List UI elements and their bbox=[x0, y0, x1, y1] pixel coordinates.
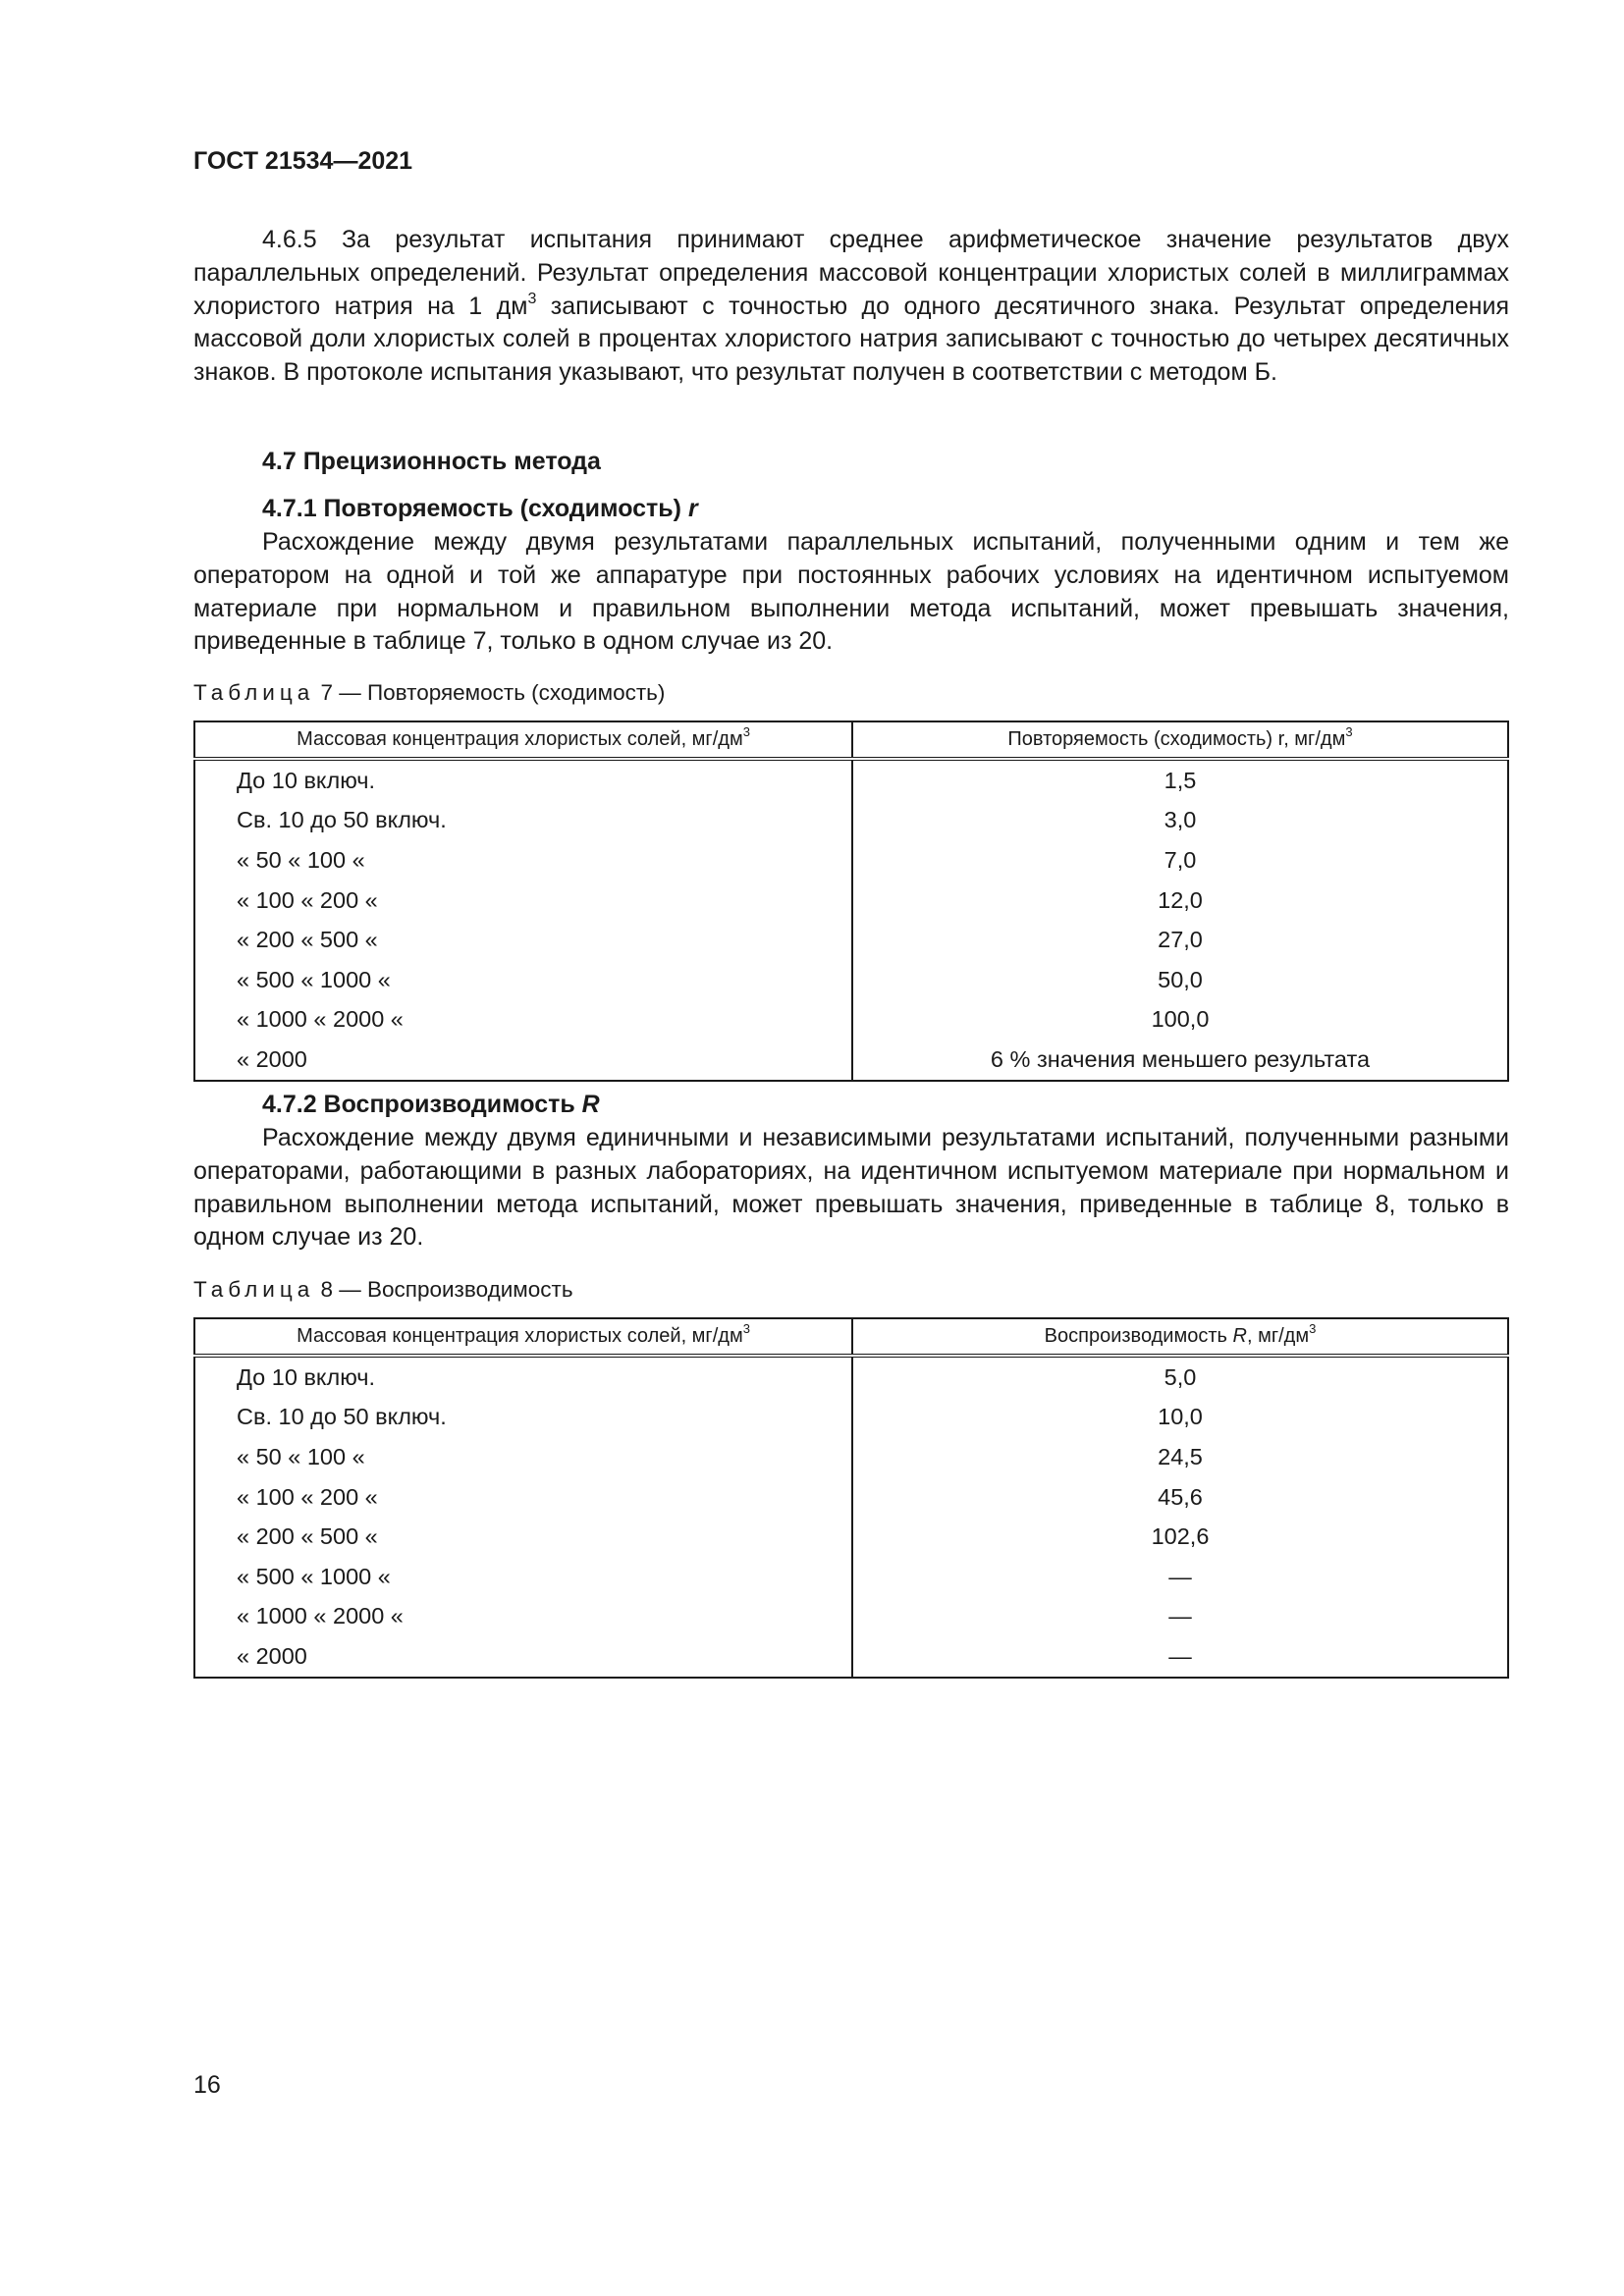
table-cell-range: Св. 10 до 50 включ. bbox=[194, 1398, 852, 1438]
table-cell-value: 6 % значения меньшего результата bbox=[990, 1045, 1371, 1072]
table-cell-value: 24,5 bbox=[1158, 1443, 1203, 1469]
table-cell-value: 3,0 bbox=[1164, 807, 1197, 833]
table7 bbox=[193, 721, 1509, 1082]
table8-caption bbox=[193, 1277, 573, 1303]
section-heading-4-7-2 bbox=[193, 1089, 1509, 1122]
paragraph-text: 4.6.5 За результат испытания принимают среднее арифметическое значение результатов двух параллельных определений. Результат определения массовой концентрации хлористых солей в миллиграммах хлористого натрия на 1 дм bbox=[193, 226, 1509, 320]
table-cell-value: 50,0 bbox=[1158, 966, 1203, 992]
document-header: ГОСТ 21534—2021 bbox=[193, 147, 413, 175]
paragraph-4-7-2: Расхождение между двумя единичными и независимыми результатами испытаний, полученными разными операторами, работающими в разных лабораториях, на идентичном испытуемом материале при нормальном и правильном выполнении метода испытаний, может превышать значения, приведенные в таблице 8, только в одном случае из 20. bbox=[193, 1124, 1509, 1252]
table-cell-range: « 2000 bbox=[194, 1636, 852, 1678]
caption-text: 8 — Воспроизводимость bbox=[314, 1277, 573, 1302]
heading-symbol: r bbox=[687, 495, 698, 522]
table-cell-value: 100,0 bbox=[1151, 1006, 1210, 1033]
table-cell-range: « 200 « 500 « bbox=[194, 920, 852, 960]
table-cell-value: — bbox=[1168, 1642, 1192, 1669]
paragraph-text: записывают с точностью до одного десятичного знака. Результат определения массовой доли хлористых солей в процентах хлористого натрия записывают с точностью до четырех десятичных знаков. В протоколе испытания указывают, что результат получен в соответствии с методом Б. bbox=[193, 292, 1509, 387]
table-header-row bbox=[194, 1318, 1508, 1356]
table-cell-value: 27,0 bbox=[1158, 927, 1203, 953]
table-row bbox=[194, 881, 1508, 921]
paragraph-4-7-1: Расхождение между двумя результатами параллельных испытаний, полученными одним и тем же оператором на одной и той же аппаратуре при постоянных рабочих условиях на идентичном испытуемом материале при нормальном и правильном выполнении метода испытаний, может превышать значения, приведенные в таблице 7, только в одном случае из 20. bbox=[193, 528, 1509, 656]
table-cell-range: « 500 « 1000 « bbox=[194, 1557, 852, 1597]
heading-text: 4.7.2 Воспроизводимость bbox=[262, 1091, 582, 1118]
table-cell-value: 12,0 bbox=[1158, 886, 1203, 913]
table-cell-value: 10,0 bbox=[1158, 1404, 1203, 1430]
caption-text: 7 — Повторяемость (сходимость) bbox=[314, 680, 666, 705]
page-number: 16 bbox=[193, 2071, 221, 2099]
table8 bbox=[193, 1317, 1509, 1679]
table-row bbox=[194, 1636, 1508, 1678]
table-row bbox=[194, 920, 1508, 960]
table-row bbox=[194, 1557, 1508, 1597]
table-cell-value: — bbox=[1168, 1563, 1192, 1589]
table-row bbox=[194, 759, 1508, 801]
paragraph-4-6-5 bbox=[193, 224, 1509, 390]
table-cell-range: « 1000 « 2000 « bbox=[194, 1597, 852, 1637]
table-row bbox=[194, 1437, 1508, 1477]
table-cell-range: « 100 « 200 « bbox=[194, 881, 852, 921]
table-row bbox=[194, 840, 1508, 881]
section-heading-4-7: 4.7 Прецизионность метода bbox=[262, 448, 601, 475]
table-row bbox=[194, 1517, 1508, 1557]
heading-symbol: R bbox=[581, 1091, 600, 1118]
table-row bbox=[194, 1477, 1508, 1518]
table-cell-range: Св. 10 до 50 включ. bbox=[194, 801, 852, 841]
table-cell-range: « 50 « 100 « bbox=[194, 1437, 852, 1477]
table-cell-range: « 1000 « 2000 « bbox=[194, 1000, 852, 1041]
table-row bbox=[194, 1597, 1508, 1637]
table-row bbox=[194, 1000, 1508, 1041]
table-cell-range: « 500 « 1000 « bbox=[194, 960, 852, 1000]
table-cell-range: « 100 « 200 « bbox=[194, 1477, 852, 1518]
table-row bbox=[194, 960, 1508, 1000]
column-header: Повторяемость (сходимость) r, $мг/дм^3$ bbox=[852, 721, 1508, 759]
table-row bbox=[194, 1040, 1508, 1081]
table-cell-value: 7,0 bbox=[1164, 846, 1197, 873]
table-cell-value: 102,6 bbox=[1151, 1523, 1210, 1550]
caption-word: Таблица bbox=[193, 1277, 315, 1302]
table-cell-value: 45,6 bbox=[1158, 1483, 1203, 1510]
table-cell-range: « 200 « 500 « bbox=[194, 1517, 852, 1557]
table-cell-range: « 2000 bbox=[194, 1040, 852, 1081]
table-cell-value: — bbox=[1168, 1603, 1192, 1629]
table-cell-range: « 50 « 100 « bbox=[194, 840, 852, 881]
column-header: Массовая концентрация хлористых солей, $мг/дм^3$ bbox=[194, 1318, 852, 1356]
heading-text: 4.7.1 Повторяемость (сходимость) bbox=[262, 495, 688, 522]
table-header-row bbox=[194, 721, 1508, 759]
table-cell-value: 5,0 bbox=[1164, 1363, 1197, 1390]
section-heading-4-7-1 bbox=[193, 493, 1509, 526]
superscript: 3 bbox=[527, 290, 537, 307]
table-cell-value: 1,5 bbox=[1164, 767, 1197, 793]
table7-caption bbox=[193, 680, 665, 706]
column-header: Массовая концентрация хлористых солей, $мг/дм^3$ bbox=[194, 721, 852, 759]
table-cell-range: До 10 включ. bbox=[194, 759, 852, 801]
table-row bbox=[194, 801, 1508, 841]
caption-word: Таблица bbox=[193, 680, 315, 705]
table-row bbox=[194, 1356, 1508, 1398]
table-row bbox=[194, 1398, 1508, 1438]
column-header: Воспроизводимость R, $мг/дм^3$ bbox=[852, 1318, 1508, 1356]
table-cell-range: До 10 включ. bbox=[194, 1356, 852, 1398]
